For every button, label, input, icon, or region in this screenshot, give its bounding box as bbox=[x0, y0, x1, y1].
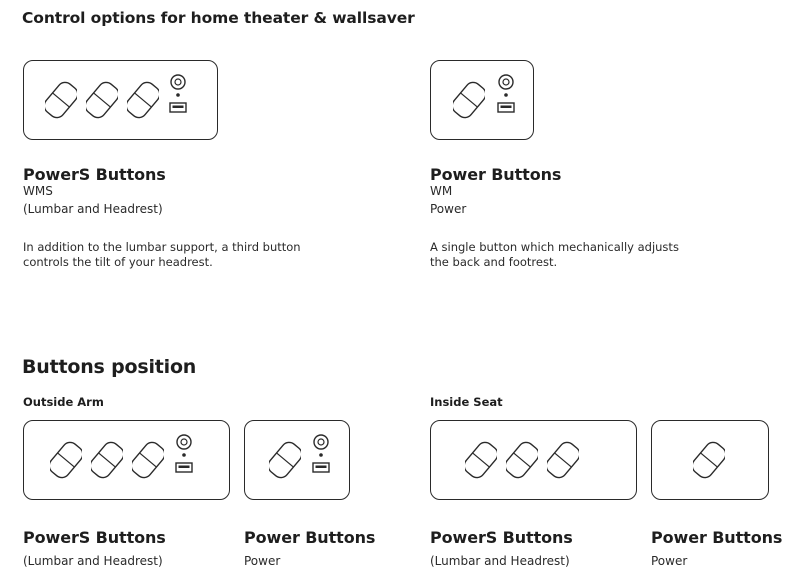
recline-button-icon bbox=[461, 439, 501, 481]
option-subtitle: Power bbox=[430, 202, 467, 216]
usb-port-icon bbox=[498, 75, 514, 112]
option-code: WM bbox=[430, 184, 453, 198]
three-button-usb-panel-image bbox=[23, 60, 218, 140]
three-button-usb-panel-image bbox=[23, 420, 230, 500]
headrest-button-icon bbox=[543, 439, 583, 481]
recline-button-icon bbox=[41, 79, 81, 121]
position-item-subtitle: (Lumbar and Headrest) bbox=[430, 554, 570, 568]
option-description: A single button which mechanically adjusts the back and footrest. bbox=[430, 240, 679, 269]
inside-seat-label: Inside Seat bbox=[430, 395, 503, 409]
position-item-title: PowerS Buttons bbox=[430, 528, 573, 547]
option-title: PowerS Buttons bbox=[23, 165, 166, 184]
page-title: Control options for home theater & wallsaver bbox=[22, 9, 415, 27]
option-title: Power Buttons bbox=[430, 165, 562, 184]
one-button-usb-panel-image bbox=[430, 60, 534, 140]
position-item-subtitle: Power bbox=[244, 554, 281, 568]
outside-arm-label: Outside Arm bbox=[23, 395, 104, 409]
power-button-icon bbox=[449, 79, 489, 121]
option-subtitle: (Lumbar and Headrest) bbox=[23, 202, 163, 216]
headrest-button-icon bbox=[123, 79, 163, 121]
position-item-title: Power Buttons bbox=[244, 528, 376, 547]
position-item-title: PowerS Buttons bbox=[23, 528, 166, 547]
position-item-subtitle: Power bbox=[651, 554, 688, 568]
usb-port-icon bbox=[170, 75, 186, 112]
usb-port-icon bbox=[176, 435, 192, 472]
lumbar-button-icon bbox=[502, 439, 542, 481]
recline-button-icon bbox=[46, 439, 86, 481]
position-item-title: Power Buttons bbox=[651, 528, 783, 547]
position-item-subtitle: (Lumbar and Headrest) bbox=[23, 554, 163, 568]
lumbar-button-icon bbox=[87, 439, 127, 481]
usb-port-icon bbox=[313, 435, 329, 472]
three-button-panel-image bbox=[430, 420, 637, 500]
power-button-icon bbox=[265, 439, 305, 481]
headrest-button-icon bbox=[128, 439, 168, 481]
power-button-icon bbox=[689, 439, 729, 481]
option-description: In addition to the lumbar support, a third button controls the tilt of your headrest. bbox=[23, 240, 301, 269]
one-button-panel-image bbox=[651, 420, 769, 500]
option-code: WMS bbox=[23, 184, 53, 198]
lumbar-button-icon bbox=[82, 79, 122, 121]
one-button-usb-panel-image bbox=[244, 420, 350, 500]
section-title: Buttons position bbox=[22, 356, 197, 378]
